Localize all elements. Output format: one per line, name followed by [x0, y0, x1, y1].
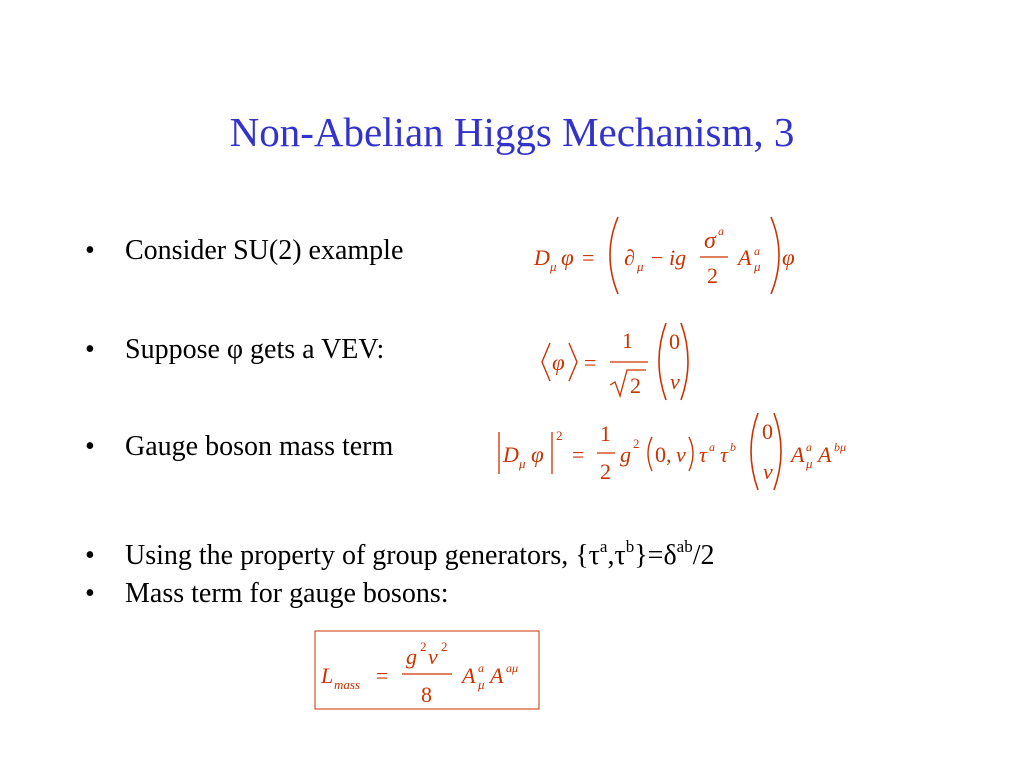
- svg-text:0: 0: [762, 419, 773, 444]
- svg-text:2: 2: [556, 428, 563, 443]
- bullet-item: [85, 531, 714, 572]
- svg-text:v: v: [763, 459, 773, 484]
- svg-text:v: v: [670, 369, 680, 394]
- svg-text:τ: τ: [699, 442, 707, 467]
- svg-text:2: 2: [420, 639, 427, 654]
- bullet-marker: •: [85, 578, 95, 609]
- svg-text:−: −: [651, 245, 664, 270]
- svg-text:D: D: [503, 442, 519, 467]
- bullet-item: [85, 235, 403, 267]
- svg-text:μ: μ: [550, 259, 557, 274]
- svg-text:A: A: [818, 442, 832, 467]
- svg-text:=: =: [584, 350, 597, 375]
- svg-text:τ: τ: [720, 442, 728, 467]
- bullet-marker: •: [85, 540, 95, 571]
- svg-text:b: b: [730, 440, 736, 454]
- svg-text:ig: ig: [669, 245, 687, 270]
- svg-text:a: a: [709, 440, 715, 454]
- bullet-item: [85, 578, 449, 610]
- svg-text:1: 1: [622, 328, 633, 353]
- svg-text:2: 2: [600, 459, 611, 484]
- svg-text:A: A: [738, 245, 752, 270]
- svg-text:2: 2: [707, 263, 718, 288]
- svg-text:A: A: [490, 663, 504, 688]
- bullet-marker: •: [85, 235, 95, 266]
- svg-text:aμ: aμ: [506, 661, 519, 675]
- bullet-item: [85, 334, 384, 366]
- svg-text:μ: μ: [519, 456, 526, 471]
- bullet-item: [85, 431, 393, 463]
- mass-lagrangian-equation: [314, 630, 544, 717]
- svg-text:A: A: [791, 442, 805, 467]
- svg-text:a: a: [478, 661, 484, 675]
- svg-text:μ: μ: [806, 456, 813, 471]
- svg-text:A: A: [462, 663, 476, 688]
- bullet-text: Gauge boson mass term: [125, 431, 394, 462]
- svg-text:bμ: bμ: [834, 440, 847, 454]
- svg-text:μ: μ: [754, 259, 761, 274]
- svg-text:8: 8: [421, 682, 432, 707]
- svg-text:μ: μ: [478, 677, 485, 692]
- svg-text:φ: φ: [561, 245, 574, 270]
- svg-text:0: 0: [669, 329, 680, 354]
- svg-text:D: D: [534, 245, 550, 270]
- svg-text:=: =: [582, 245, 595, 270]
- svg-text:=: =: [376, 663, 389, 688]
- svg-text:2: 2: [441, 639, 448, 654]
- svg-text:φ: φ: [782, 245, 795, 270]
- svg-text:mass: mass: [334, 677, 361, 692]
- svg-text:=: =: [572, 442, 585, 467]
- svg-text:μ: μ: [637, 259, 644, 274]
- bullet-text: Suppose φ gets a VEV:: [125, 334, 385, 365]
- bullet-text: Using the property of group generators, $\{\tau^a,\tau^b\}=\delta^{ab}/2$: [125, 537, 715, 571]
- svg-text:L: L: [321, 663, 334, 688]
- svg-text:g: g: [406, 644, 417, 669]
- covariant-derivative-equation: [530, 212, 810, 307]
- svg-text:v: v: [676, 442, 686, 467]
- svg-text:a: a: [718, 224, 724, 238]
- svg-text:a: a: [806, 440, 812, 454]
- bullet-text: Consider SU(2) example: [125, 235, 404, 266]
- svg-text:1: 1: [600, 421, 611, 446]
- svg-text:2: 2: [630, 373, 641, 398]
- svg-text:a: a: [754, 244, 760, 258]
- svg-text:∂: ∂: [624, 245, 635, 270]
- svg-text:0,: 0,: [655, 442, 672, 467]
- vev-equation: [538, 318, 708, 413]
- svg-text:v: v: [428, 644, 438, 669]
- svg-text:g: g: [620, 442, 631, 467]
- bullet-text: Mass term for gauge bosons:: [125, 578, 449, 609]
- bullet-marker: •: [85, 431, 95, 462]
- svg-text:φ: φ: [531, 442, 544, 467]
- mass-term-equation: [488, 408, 868, 503]
- bullet-marker: •: [85, 334, 95, 365]
- svg-text:2: 2: [633, 436, 640, 451]
- slide-title: Non-Abelian Higgs Mechanism, 3: [229, 109, 795, 155]
- svg-text:φ: φ: [552, 350, 565, 375]
- svg-text:σ: σ: [704, 228, 716, 254]
